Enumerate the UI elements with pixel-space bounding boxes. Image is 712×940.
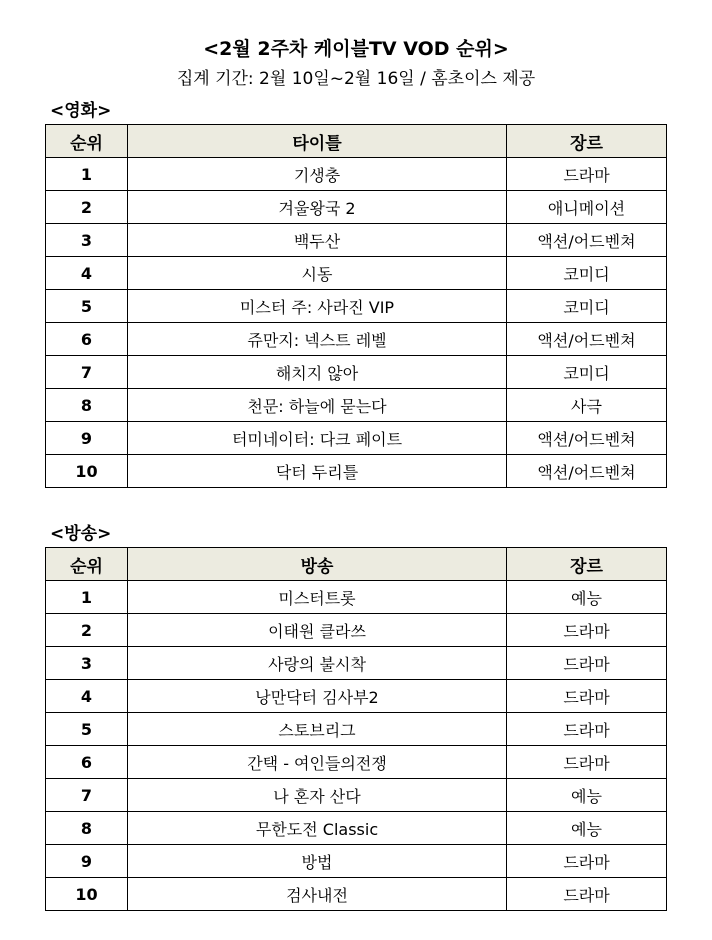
table-row <box>46 257 667 290</box>
table-row <box>46 389 667 422</box>
cell-rank: 2 <box>46 191 128 224</box>
tv-table <box>45 547 667 911</box>
movies-section-label: <영화> <box>50 101 112 121</box>
cell-genre: 액션/어드벤쳐 <box>507 455 667 488</box>
cell-name: 낭만닥터 김사부2 <box>128 680 507 713</box>
cell-name: 무한도전 Classic <box>128 812 507 845</box>
cell-genre: 드라마 <box>507 647 667 680</box>
cell-rank: 7 <box>46 779 128 812</box>
cell-genre: 코미디 <box>507 290 667 323</box>
cell-name: 백두산 <box>128 224 507 257</box>
cell-name: 간택 - 여인들의전쟁 <box>128 746 507 779</box>
cell-rank: 2 <box>46 614 128 647</box>
cell-genre: 드라마 <box>507 680 667 713</box>
header-genre: 장르 <box>507 125 667 158</box>
cell-name: 기생충 <box>128 158 507 191</box>
table-row <box>46 191 667 224</box>
table-row <box>46 581 667 614</box>
cell-name: 해치지 않아 <box>128 356 507 389</box>
cell-rank: 3 <box>46 647 128 680</box>
table-row <box>46 158 667 191</box>
header-show: 방송 <box>128 548 507 581</box>
cell-rank: 1 <box>46 581 128 614</box>
table-row <box>46 680 667 713</box>
cell-rank: 7 <box>46 356 128 389</box>
cell-name: 닥터 두리틀 <box>128 455 507 488</box>
table-row <box>46 614 667 647</box>
cell-genre: 액션/어드벤쳐 <box>507 422 667 455</box>
cell-genre: 드라마 <box>507 746 667 779</box>
cell-genre: 사극 <box>507 389 667 422</box>
movies-table <box>45 124 667 488</box>
page-title: <2월 2주차 케이블TV VOD 순위> <box>203 38 509 60</box>
table-row <box>46 647 667 680</box>
cell-rank: 9 <box>46 845 128 878</box>
cell-genre: 애니메이션 <box>507 191 667 224</box>
header-genre: 장르 <box>507 548 667 581</box>
cell-genre: 액션/어드벤쳐 <box>507 323 667 356</box>
table-header <box>46 548 667 581</box>
cell-rank: 9 <box>46 422 128 455</box>
subtitle: 집계 기간: 2월 10일~2월 16일 / 홈초이스 제공 <box>176 69 536 89</box>
cell-genre: 예능 <box>507 812 667 845</box>
table-row <box>46 845 667 878</box>
cell-genre: 드라마 <box>507 878 667 911</box>
cell-genre: 예능 <box>507 779 667 812</box>
cell-name: 이태원 클라쓰 <box>128 614 507 647</box>
cell-rank: 6 <box>46 746 128 779</box>
table-row <box>46 323 667 356</box>
table-row <box>46 713 667 746</box>
cell-name: 미스터 주: 사라진 VIP <box>128 290 507 323</box>
cell-rank: 4 <box>46 257 128 290</box>
cell-name: 사랑의 불시착 <box>128 647 507 680</box>
table-row <box>46 455 667 488</box>
table-header <box>46 125 667 158</box>
cell-name: 검사내전 <box>128 878 507 911</box>
cell-name: 나 혼자 산다 <box>128 779 507 812</box>
cell-name: 천문: 하늘에 묻는다 <box>128 389 507 422</box>
header-rank: 순위 <box>46 548 128 581</box>
cell-name: 쥬만지: 넥스트 레벨 <box>128 323 507 356</box>
cell-genre: 드라마 <box>507 713 667 746</box>
table-row <box>46 356 667 389</box>
cell-rank: 5 <box>46 713 128 746</box>
cell-name: 방법 <box>128 845 507 878</box>
cell-genre: 드라마 <box>507 845 667 878</box>
cell-rank: 10 <box>46 878 128 911</box>
table-row <box>46 878 667 911</box>
cell-genre: 드라마 <box>507 158 667 191</box>
cell-genre: 드라마 <box>507 614 667 647</box>
cell-rank: 3 <box>46 224 128 257</box>
cell-rank: 8 <box>46 389 128 422</box>
cell-name: 터미네이터: 다크 페이트 <box>128 422 507 455</box>
cell-genre: 코미디 <box>507 257 667 290</box>
cell-genre: 코미디 <box>507 356 667 389</box>
header-rank: 순위 <box>46 125 128 158</box>
table-row <box>46 422 667 455</box>
cell-rank: 4 <box>46 680 128 713</box>
cell-rank: 10 <box>46 455 128 488</box>
table-row <box>46 224 667 257</box>
table-row <box>46 812 667 845</box>
table-row <box>46 746 667 779</box>
table-row <box>46 779 667 812</box>
cell-rank: 8 <box>46 812 128 845</box>
cell-rank: 1 <box>46 158 128 191</box>
table-row <box>46 290 667 323</box>
cell-name: 스토브리그 <box>128 713 507 746</box>
header-title: 타이틀 <box>128 125 507 158</box>
cell-name: 시동 <box>128 257 507 290</box>
cell-name: 미스터트롯 <box>128 581 507 614</box>
cell-genre: 예능 <box>507 581 667 614</box>
cell-rank: 5 <box>46 290 128 323</box>
tv-section-label: <방송> <box>50 524 112 544</box>
cell-genre: 액션/어드벤쳐 <box>507 224 667 257</box>
cell-rank: 6 <box>46 323 128 356</box>
cell-name: 겨울왕국 2 <box>128 191 507 224</box>
